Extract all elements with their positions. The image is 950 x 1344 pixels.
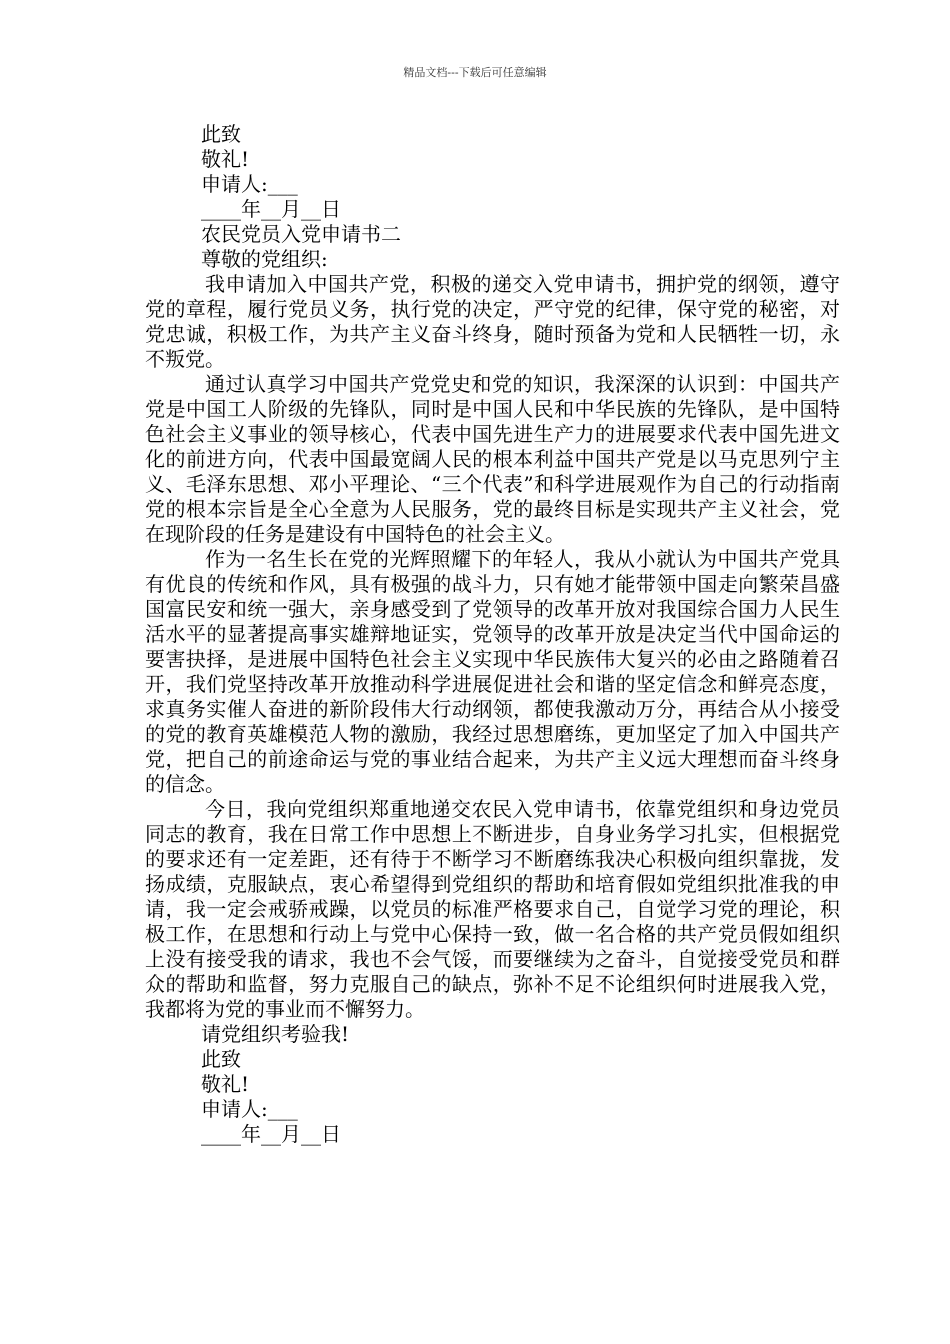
respect-top: 敬礼! — [201, 147, 250, 171]
date-top: ____年__月__日 — [201, 197, 341, 221]
applicant-top: 申请人:___ — [201, 172, 298, 196]
document-body — [145, 122, 840, 1147]
document-title: 农民党员入党申请书二 — [201, 222, 401, 246]
salute-top: 此致 — [201, 122, 241, 146]
applicant-bottom: 申请人:___ — [201, 1097, 298, 1121]
salute-bottom: 此致 — [201, 1047, 241, 1071]
paragraph-2: 通过认真学习中国共产党党史和党的知识，我深深的认识到：中国共产党是中国工人阶级的先锋队，同时是中国人民和中华民族的先锋队，是中国特色社会主义事业的领导核心，代表中国先进生产力的进展要求代表中国先进文化的前进方向，代表中国最宽阔人民的根本利益中国共产党是以马克思列宁主义、毛泽东思想、邓小平理论、“三个代表”和科学进展观作为自己的行动指南党的根本宗旨是全心全意为人民服务，党的最终目标是实现共产主义社会，党在现阶段的任务是建设有中国特色的社会主义。 — [145, 372, 840, 546]
date-bottom: ____年__月__日 — [201, 1122, 341, 1146]
paragraph-1: 我申请加入中国共产党，积极的递交入党申请书，拥护党的纲领，遵守党的章程，履行党员义务，执行党的决定，严守党的纪律，保守党的秘密，对党忠诚，积极工作，为共产主义奋斗终身，随时预备为党和人民牺牲一切，永不叛党。 — [145, 272, 840, 371]
greeting: 尊敬的党组织: — [201, 247, 328, 271]
paragraph-3: 作为一名生长在党的光辉照耀下的年轻人，我从小就认为中国共产党具有优良的传统和作风，具有极强的战斗力，只有她才能带领中国走向繁荣昌盛国富民安和统一强大，亲身感受到了党领导的改革开放对我国综合国力人民生活水平的显著提高事实雄辩地证实，党领导的改革开放是决定当代中国命运的要害抉择，是进展中国特色社会主义实现中华民族伟大复兴的必由之路随着召开，我们党坚持改革开放推动科学进展促进社会和谐的坚定信念和鲜亮态度，求真务实催人奋进的新阶段伟大行动纲领，都使我激动万分，再结合从小接受的党的教育英雄模范人物的激励，我经过思想磨练，更加坚定了加入中国共产党，把自己的前途命运与党的事业结合起来，为共产主义远大理想而奋斗终身的信念。 — [145, 547, 840, 796]
page-header: 精品文档---下载后可任意编辑 — [403, 66, 547, 79]
respect-bottom: 敬礼! — [201, 1072, 250, 1096]
paragraph-4: 今日，我向党组织郑重地递交农民入党申请书，依靠党组织和身边党员同志的教育，我在日常工作中思想上不断进步，自身业务学习扎实，但根据党的要求还有一定差距，还有待于不断学习不断磨练我决心积极向组织靠拢，发扬成绩，克服缺点，衷心希望得到党组织的帮助和培育假如党组织批准我的申请，我一定会戒骄戒躁，以党员的标准严格要求自己，自觉学习党的理论，积极工作，在思想和行动上与党中心保持一致，做一名合格的共产党员假如组织上没有接受我的请求，我也不会气馁，而要继续为之奋斗，自觉接受党员和群众的帮助和监督，努力克服自己的缺点，弥补不足不论组织何时进展我入党，我都将为党的事业而不懈努力。 — [145, 797, 840, 1021]
request-line: 请党组织考验我! — [201, 1022, 350, 1046]
